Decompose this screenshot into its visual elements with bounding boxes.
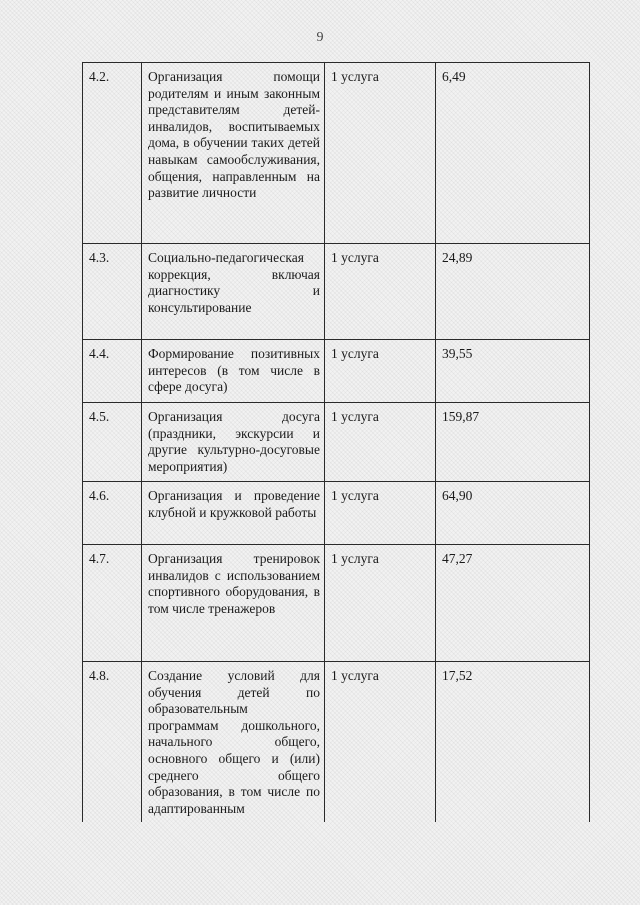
service-name: Создание условий для обучения детей по образовательным программам дошкольного, начального общего, основного общего и (или) среднего общего образования, в том числе по адаптированным xyxy=(142,662,325,823)
service-name: Организация досуга (праздники, экскурсии и другие культурно-досуговые мероприятия) xyxy=(142,403,325,482)
unit-of-measure: 1 услуга xyxy=(325,403,436,482)
row-number: 4.2. xyxy=(83,63,142,244)
service-price: 64,90 xyxy=(436,482,590,545)
services-table xyxy=(82,62,590,822)
service-name: Организация и проведение клубной и кружковой работы xyxy=(142,482,325,545)
table-row xyxy=(83,482,590,545)
table-row xyxy=(83,662,590,823)
unit-of-measure: 1 услуга xyxy=(325,662,436,823)
row-number: 4.3. xyxy=(83,244,142,340)
page-number: 9 xyxy=(316,30,324,45)
row-number: 4.8. xyxy=(83,662,142,823)
service-name: Социально-педагогическая коррекция, включая диагностику и консультирование xyxy=(142,244,325,340)
service-price: 39,55 xyxy=(436,340,590,403)
table-row xyxy=(83,403,590,482)
service-name: Организация тренировок инвалидов с использованием спортивного оборудования, в том числе тренажеров xyxy=(142,545,325,662)
unit-of-measure: 1 услуга xyxy=(325,545,436,662)
service-price: 17,52 xyxy=(436,662,590,823)
service-price: 6,49 xyxy=(436,63,590,244)
service-price: 159,87 xyxy=(436,403,590,482)
row-number: 4.4. xyxy=(83,340,142,403)
row-number: 4.5. xyxy=(83,403,142,482)
table-row xyxy=(83,63,590,244)
unit-of-measure: 1 услуга xyxy=(325,340,436,403)
table-row xyxy=(83,340,590,403)
unit-of-measure: 1 услуга xyxy=(325,244,436,340)
unit-of-measure: 1 услуга xyxy=(325,63,436,244)
table-row xyxy=(83,545,590,662)
service-name: Организация помощи родителям и иным законным представителям детей-инвалидов, воспитываемых дома, в обучении таких детей навыкам самообслуживания, общения, направленным на развитие личности xyxy=(142,63,325,244)
service-price: 24,89 xyxy=(436,244,590,340)
unit-of-measure: 1 услуга xyxy=(325,482,436,545)
row-number: 4.6. xyxy=(83,482,142,545)
service-price: 47,27 xyxy=(436,545,590,662)
row-number: 4.7. xyxy=(83,545,142,662)
table-row xyxy=(83,244,590,340)
service-name: Формирование позитивных интересов (в том числе в сфере досуга) xyxy=(142,340,325,403)
